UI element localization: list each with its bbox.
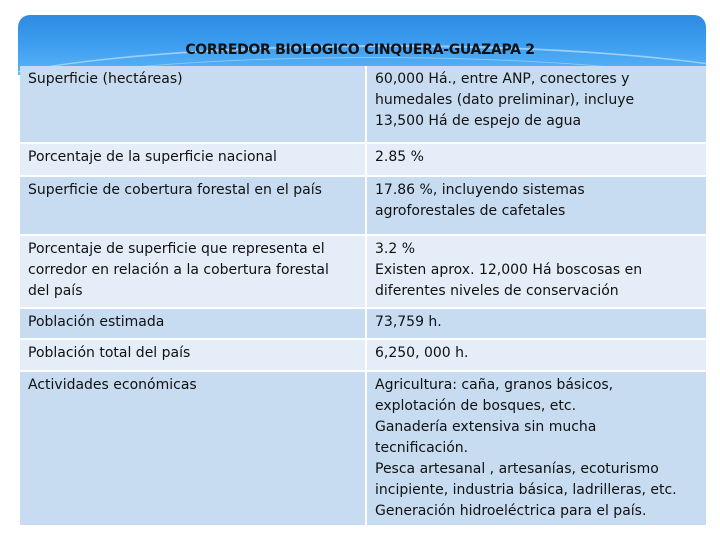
value-line: Agricultura: caña, granos básicos, [375,377,614,393]
value-line: diferentes niveles de conservación [375,283,619,299]
value-line: humedales (dato preliminar), incluye [375,92,635,108]
row-label: Porcentaje de la superficie nacional [20,143,366,176]
table-row [20,235,706,308]
value-line: 17.86 %, incluyendo sistemas [375,182,585,198]
row-value [366,339,706,371]
table-row [20,143,706,176]
value-line: 60,000 Há., entre ANP, conectores y [375,71,630,87]
value-line: Pesca artesanal , artesanías, ecoturismo [375,461,659,477]
table-row [20,66,706,143]
label-line: Porcentaje de superficie que representa el [28,241,325,257]
row-label: Superficie (hectáreas) [20,66,366,143]
row-label: Superficie de cobertura forestal en el país [20,176,366,235]
row-value [366,176,706,235]
row-value [366,143,706,176]
row-value [366,308,706,339]
table-row [20,176,706,235]
label-line: corredor en relación a la cobertura forestal [28,262,329,278]
value-line: Generación hidroeléctrica para el país. [375,503,647,519]
row-label: Actividades económicas [20,371,366,526]
table-row [20,339,706,371]
value-line: agroforestales de cafetales [375,203,566,219]
row-label: Población total del país [20,339,366,371]
label-line: del país [28,283,83,299]
row-label [20,235,366,308]
page-title: CORREDOR BIOLOGICO CINQUERA-GUAZAPA 2 [185,42,535,58]
value-line: Ganadería extensiva sin mucha [375,419,597,435]
value-line: 3.2 % [375,241,416,257]
value-line: explotación de bosques, etc. [375,398,577,414]
value-line: incipiente, industria básica, ladrilleras, etc. [375,482,677,498]
row-value [366,66,706,143]
table-row [20,371,706,526]
value-line: 6,250, 000 h. [375,345,469,361]
value-line: tecnificación. [375,440,469,456]
row-value [366,371,706,526]
value-line: 2.85 % [375,149,424,165]
value-line: Existen aprox. 12,000 Há boscosas en [375,262,643,278]
table-row [20,308,706,339]
row-label: Población estimada [20,308,366,339]
value-line: 73,759 h. [375,314,442,330]
value-line: 13,500 Há de espejo de agua [375,113,582,129]
row-value [366,235,706,308]
info-table [20,66,706,527]
